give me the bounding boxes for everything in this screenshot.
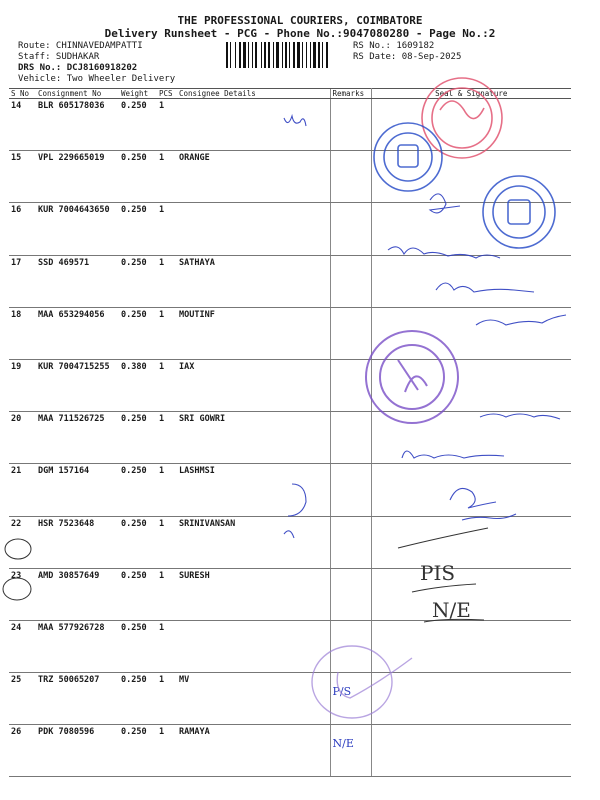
row-seal — [371, 255, 571, 307]
table-row — [9, 307, 571, 359]
row-sno: 25 — [9, 673, 36, 725]
row-seal — [371, 151, 571, 203]
row-seal — [371, 99, 571, 151]
row-remarks — [330, 412, 371, 464]
row-remarks — [330, 464, 371, 516]
row-sno: 21 — [9, 464, 36, 516]
row-consignee: MOUTINF — [177, 307, 330, 359]
row-pcs: 1 — [157, 359, 177, 411]
row-pcs: 1 — [157, 516, 177, 568]
row-consignment: SSD 469571 — [36, 255, 119, 307]
row-consignment: KUR 7004715255 — [36, 359, 119, 411]
row-consignment: TRZ 50065207 — [36, 673, 119, 725]
row-sno: 26 — [9, 725, 36, 777]
row-consignment: PDK 7080596 — [36, 725, 119, 777]
row-consignee: SRI GOWRI — [177, 412, 330, 464]
row-pcs: 1 — [157, 307, 177, 359]
row-sno: 23 — [9, 568, 36, 620]
row-consignee: LASHMSI — [177, 464, 330, 516]
row-remarks — [330, 516, 371, 568]
row-remarks: N/E — [330, 725, 371, 777]
row-consignment: AMD 30857649 — [36, 568, 119, 620]
row-consignment: MAA 653294056 — [36, 307, 119, 359]
row-weight: 0.250 — [119, 516, 157, 568]
runsheet-subtitle: Delivery Runsheet - PCG - Phone No.:9047080280 - Page No.:2 — [104, 27, 496, 40]
route-label: Route: CHINNAVEDAMPATTI — [18, 41, 143, 51]
row-sno: 14 — [9, 99, 36, 151]
row-seal — [371, 412, 571, 464]
row-consignment: DGM 157164 — [36, 464, 119, 516]
handwritten-pis: PIS — [420, 561, 456, 585]
table-row — [9, 412, 571, 464]
row-seal — [371, 203, 571, 255]
table-row — [9, 151, 571, 203]
row-remarks — [330, 307, 371, 359]
row-consignment: HSR 7523648 — [36, 516, 119, 568]
row-remarks — [330, 568, 371, 620]
row-weight: 0.250 — [119, 673, 157, 725]
row-remarks: P/S — [330, 673, 371, 725]
row-sno: 18 — [9, 307, 36, 359]
row-consignee: SATHAYA — [177, 255, 330, 307]
row-remarks — [330, 151, 371, 203]
table-row — [9, 673, 571, 725]
row-remarks — [330, 359, 371, 411]
runsheet-table — [9, 88, 571, 777]
header-pcs: PCS — [157, 89, 177, 99]
header-consignment: Consignment No — [36, 89, 119, 99]
row-consignment: VPL 229665019 — [36, 151, 119, 203]
row-sno: 17 — [9, 255, 36, 307]
row-seal — [371, 464, 571, 516]
row-pcs: 1 — [157, 99, 177, 151]
row-pcs: 1 — [157, 203, 177, 255]
row-consignment: MAA 711526725 — [36, 412, 119, 464]
row-weight: 0.380 — [119, 359, 157, 411]
row-seal — [371, 568, 571, 620]
row-sno: 24 — [9, 620, 36, 672]
row-sno: 20 — [9, 412, 36, 464]
table-row — [9, 255, 571, 307]
row-weight: 0.250 — [119, 568, 157, 620]
row-consignee — [177, 99, 330, 151]
row-weight: 0.250 — [119, 99, 157, 151]
row-pcs: 1 — [157, 151, 177, 203]
header-consignee: Consignee Details — [177, 89, 330, 99]
row-pcs: 1 — [157, 255, 177, 307]
drs-number: DRS No.: DCJ8160918202 — [18, 63, 138, 73]
row-weight: 0.250 — [119, 620, 157, 672]
row-weight: 0.250 — [119, 203, 157, 255]
header-weight: Weight — [119, 89, 157, 99]
row-weight: 0.250 — [119, 151, 157, 203]
header-seal: Seal & Signature — [371, 89, 571, 99]
row-seal — [371, 673, 571, 725]
row-remarks — [330, 255, 371, 307]
row-pcs: 1 — [157, 568, 177, 620]
row-consignee: IAX — [177, 359, 330, 411]
row-consignee — [177, 620, 330, 672]
row-sno: 22 — [9, 516, 36, 568]
row-consignment: MAA 577926728 — [36, 620, 119, 672]
header-sno: S No — [9, 89, 36, 99]
vehicle-label: Vehicle: Two Wheeler Delivery — [18, 74, 176, 84]
row-consignee: RAMAYA — [177, 725, 330, 777]
company-title: THE PROFESSIONAL COURIERS, COIMBATORE — [177, 14, 423, 27]
row-seal — [371, 725, 571, 777]
barcode-image — [226, 42, 350, 68]
table-row — [9, 464, 571, 516]
row-remarks — [330, 99, 371, 151]
handwritten-ne: N/E — [432, 598, 471, 622]
staff-label: Staff: SUDHAKAR — [18, 52, 100, 62]
table-row — [9, 620, 571, 672]
row-pcs: 1 — [157, 620, 177, 672]
row-remarks — [330, 620, 371, 672]
rs-number: RS No.: 1609182 — [353, 41, 435, 51]
table-row — [9, 568, 571, 620]
row-weight: 0.250 — [119, 464, 157, 516]
row-weight: 0.250 — [119, 307, 157, 359]
row-seal — [371, 359, 571, 411]
row-pcs: 1 — [157, 673, 177, 725]
row-sno: 19 — [9, 359, 36, 411]
table-row — [9, 359, 571, 411]
row-consignment: KUR 7004643650 — [36, 203, 119, 255]
row-pcs: 1 — [157, 725, 177, 777]
row-consignment: BLR 605178036 — [36, 99, 119, 151]
row-consignee: SURESH — [177, 568, 330, 620]
table-row — [9, 203, 571, 255]
row-sno: 16 — [9, 203, 36, 255]
row-weight: 0.250 — [119, 255, 157, 307]
row-seal — [371, 307, 571, 359]
row-weight: 0.250 — [119, 412, 157, 464]
row-consignee: MV — [177, 673, 330, 725]
row-consignee: SRINIVANSAN — [177, 516, 330, 568]
row-remarks — [330, 203, 371, 255]
row-pcs: 1 — [157, 412, 177, 464]
header-remarks: Remarks — [330, 89, 371, 99]
row-weight: 0.250 — [119, 725, 157, 777]
row-sno: 15 — [9, 151, 36, 203]
table-row — [9, 99, 571, 151]
table-row — [9, 725, 571, 777]
table-header-row — [9, 89, 571, 99]
table-row — [9, 516, 571, 568]
row-consignee: ORANGE — [177, 151, 330, 203]
row-seal — [371, 516, 571, 568]
row-pcs: 1 — [157, 464, 177, 516]
rs-date: RS Date: 08-Sep-2025 — [353, 52, 462, 62]
row-consignee — [177, 203, 330, 255]
row-seal — [371, 620, 571, 672]
